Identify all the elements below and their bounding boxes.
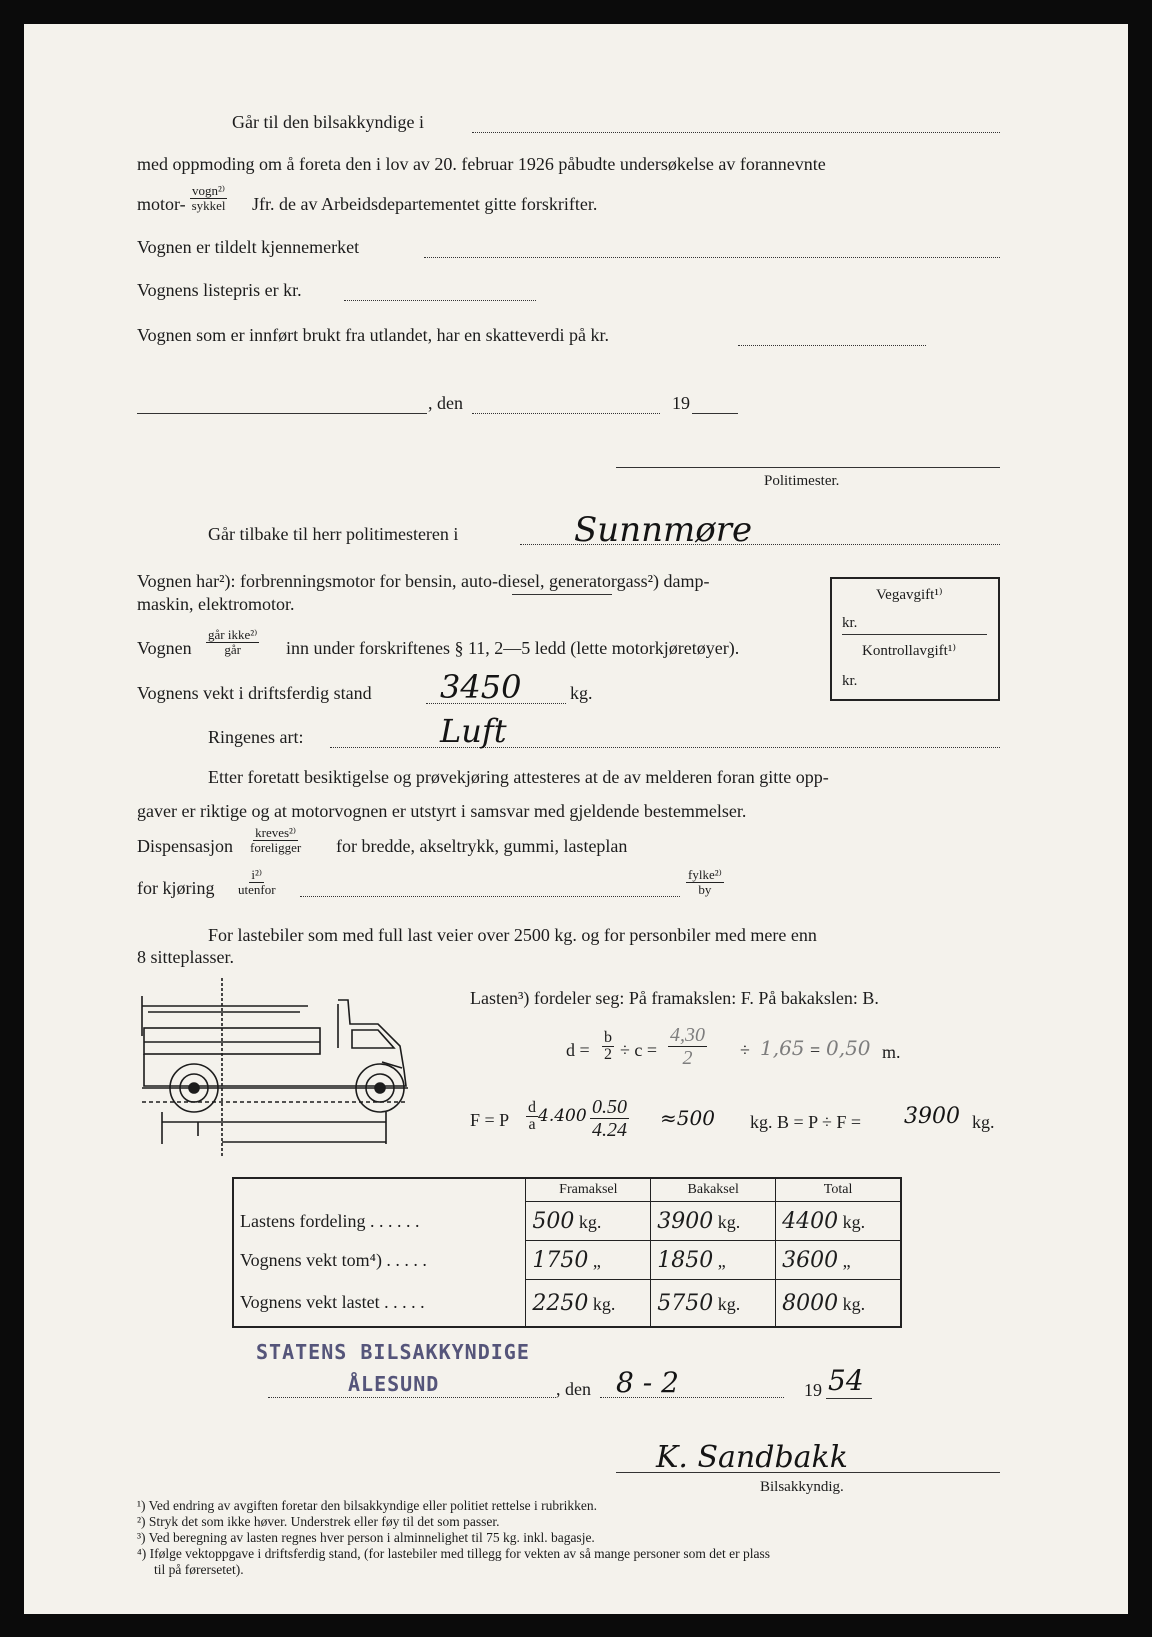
disp-prefix: Dispensasjon — [137, 836, 233, 856]
attest-line1: Etter foretatt besiktigelse og prøvekjøring attesteres at de av melderen foran gitte opp- — [208, 767, 829, 787]
oppmoding-text: med oppmoding om å foreta den i lov av 20. februar 1926 påbudte undersøkelse av forannevnte — [137, 154, 826, 174]
motor-prefix: motor- — [137, 194, 186, 214]
table-row — [233, 1202, 901, 1241]
vekt-handwritten: 3450 — [440, 668, 522, 706]
handwritten-d: 0,50 — [826, 1036, 871, 1060]
row-label: Vognens vekt tom⁴) . . . . . — [233, 1241, 526, 1280]
bilsakkyndig-label: Bilsakkyndig. — [760, 1479, 844, 1495]
handwritten-b-fraction: $\frac{4,30}{2}$ — [670, 1024, 705, 1069]
handwritten-d-over-a: $\frac{0.50}{4.24}$ — [592, 1096, 627, 1141]
stamp-line2: ÅLESUND — [348, 1372, 440, 1396]
kjennemerke-field[interactable] — [424, 257, 1000, 258]
vekt-label: Vognens vekt i driftsferdig stand — [137, 683, 372, 703]
lastebil-line2: 8 sitteplasser. — [137, 947, 234, 967]
attest-line2: gaver er riktige og at motorvognen er utstyrt i samsvar med gjeldende bestemmelser. — [137, 801, 747, 821]
unit-m: m. — [882, 1042, 901, 1062]
disp-suffix: for bredde, akseltrykk, gummi, lasteplan — [336, 836, 628, 856]
ringer-handwritten: Luft — [440, 712, 507, 750]
footnote-2: ²) Stryk det som ikke høver. Understrek eller føy til det som passer. — [137, 1514, 500, 1529]
motor-type-line1: Vognen har²): forbrenningsmotor for bensin, auto-diesel, generatorgass²) damp- — [137, 571, 710, 591]
signature: K. Sandbakk — [656, 1440, 848, 1475]
table-row — [233, 1241, 901, 1280]
handwritten-c: 1,65 — [760, 1036, 805, 1060]
table-row — [233, 1280, 901, 1328]
tilbake-handwritten: Sunnmøre — [574, 510, 753, 550]
table-cell[interactable]: 1850 „ — [651, 1241, 776, 1280]
table-cell[interactable]: 5750 kg. — [651, 1280, 776, 1328]
kjoring-prefix: for kjøring — [137, 878, 215, 898]
stamp-line1: STATENS BILSAKKYNDIGE — [256, 1340, 530, 1364]
skatteverdi-field[interactable] — [738, 345, 926, 346]
kjoring-fraction: i²⁾ utenfor — [238, 867, 276, 897]
forskriftenes-text: inn under forskriftenes § 11, 2—5 ledd (lette motorkjøretøyer). — [286, 638, 740, 658]
header-bakaksel: Bakaksel — [651, 1178, 776, 1202]
politimester-signature-line[interactable] — [616, 467, 1000, 468]
bilsakkyndige-field[interactable] — [472, 132, 1000, 133]
load-table — [232, 1177, 902, 1328]
vegavgift-label: Vegavgift¹⁾ — [876, 587, 943, 603]
listepris-label: Vognens listepris er kr. — [137, 280, 302, 300]
motor-fraction: vogn²⁾ sykkel — [191, 183, 226, 213]
table-cell[interactable]: 2250 kg. — [526, 1280, 651, 1328]
gaar-prefix: Vognen — [137, 638, 192, 658]
table-cell[interactable]: 500 kg. — [526, 1202, 651, 1241]
den-label-bottom: , den — [556, 1379, 591, 1399]
fylke-fraction: fylke²⁾ by — [688, 867, 722, 897]
avgift-box — [830, 577, 1000, 701]
handwritten-p: 4.400 — [538, 1106, 587, 1126]
bilsakkyndige-label: Går til den bilsakkyndige i — [232, 112, 424, 132]
tilbake-label: Går tilbake til herr politimesteren i — [208, 524, 459, 544]
ringer-label: Ringenes art: — [208, 727, 304, 747]
eq-sign: = — [810, 1040, 821, 1060]
vegavgift-kr: kr. — [842, 615, 858, 631]
listepris-field[interactable] — [344, 300, 536, 301]
truck-diagram — [138, 976, 418, 1158]
footnote-1: ¹) Ved endring av avgiften foretar den bilsakkyndige eller politiet rettelse i rubrikken. — [137, 1498, 598, 1513]
skatteverdi-label: Vognen som er innført brukt fra utlandet, har en skatteverdi på kr. — [137, 325, 610, 345]
year-handwritten: 54 — [828, 1364, 864, 1397]
kjoring-field[interactable] — [300, 896, 680, 897]
handwritten-b: 3900 — [904, 1104, 960, 1129]
minus-sign: ÷ — [740, 1040, 750, 1060]
year-prefix: 19 — [672, 393, 690, 413]
kontrollavgift-label: Kontrollavgift¹⁾ — [862, 643, 956, 659]
year-field-bottom[interactable] — [826, 1398, 872, 1399]
motor-type-line2: maskin, elektromotor. — [137, 594, 295, 614]
f-eq: F = P — [470, 1110, 510, 1130]
kjennemerke-label: Vognen er tildelt kjennemerket — [137, 237, 360, 257]
table-cell[interactable]: 4400 kg. — [776, 1202, 901, 1241]
year-prefix-bottom: 19 — [804, 1380, 822, 1400]
d-eq: d = — [566, 1040, 590, 1060]
auto-diesel-underline — [512, 594, 612, 595]
table-cell[interactable]: 1750 „ — [526, 1241, 651, 1280]
disp-fraction: kreves²⁾ foreligger — [250, 825, 302, 855]
footnote-3: ³) Ved beregning av lasten regnes hver person i alminnelighet til 75 kg. inkl. bagasje. — [137, 1530, 595, 1545]
d-over-a-fraction: $\frac{d}{a}$ — [528, 1099, 536, 1133]
header-total: Total — [776, 1178, 901, 1202]
table-cell[interactable]: 3900 kg. — [651, 1202, 776, 1241]
place-field-bottom[interactable] — [268, 1397, 556, 1398]
row-label: Lastens fordeling . . . . . . — [233, 1202, 526, 1241]
table-cell[interactable]: 8000 kg. — [776, 1280, 901, 1328]
politimester-label: Politimester. — [764, 473, 840, 489]
row-label: Vognens vekt lastet . . . . . — [233, 1280, 526, 1328]
header-framaksel: Framaksel — [526, 1178, 651, 1202]
kontrollavgift-kr: kr. — [842, 673, 858, 689]
vegavgift-field[interactable] — [842, 634, 987, 635]
lasten-text: Lasten³) fordeler seg: På framakslen: F. På bakakslen: B. — [470, 988, 879, 1008]
kg-b-text: kg. B = P ÷ F = — [750, 1112, 862, 1132]
footnote-4-cont: til på førersetet). — [154, 1562, 244, 1577]
b-over-2-fraction: $\frac{b}{2}$ — [604, 1029, 612, 1063]
date-field[interactable] — [472, 413, 660, 414]
footnote-4: ⁴) Ifølge vektoppgave i driftsferdig stand, (for lastebiler med tillegg for vekten av så mange personer som det er plass — [137, 1546, 771, 1561]
forskrifter-text: Jfr. de av Arbeidsdepartementet gitte forskrifter. — [252, 194, 598, 214]
den-label: , den — [428, 393, 463, 413]
lastebil-line1: For lastebiler som med full last veier over 2500 kg. og for personbiler med mere enn — [208, 925, 817, 945]
place-field[interactable] — [137, 413, 427, 414]
kg-end: kg. — [972, 1112, 995, 1132]
minus-c: ÷ c = — [620, 1040, 658, 1060]
table-cell[interactable]: 3600 „ — [776, 1241, 901, 1280]
vekt-unit: kg. — [570, 683, 593, 703]
handwritten-f: ≈500 — [660, 1106, 715, 1130]
ringer-field[interactable] — [330, 747, 1000, 748]
year-field[interactable] — [692, 413, 738, 414]
gaar-fraction: går ikke²⁾ går — [208, 627, 258, 657]
date-handwritten: 8 - 2 — [616, 1366, 679, 1399]
